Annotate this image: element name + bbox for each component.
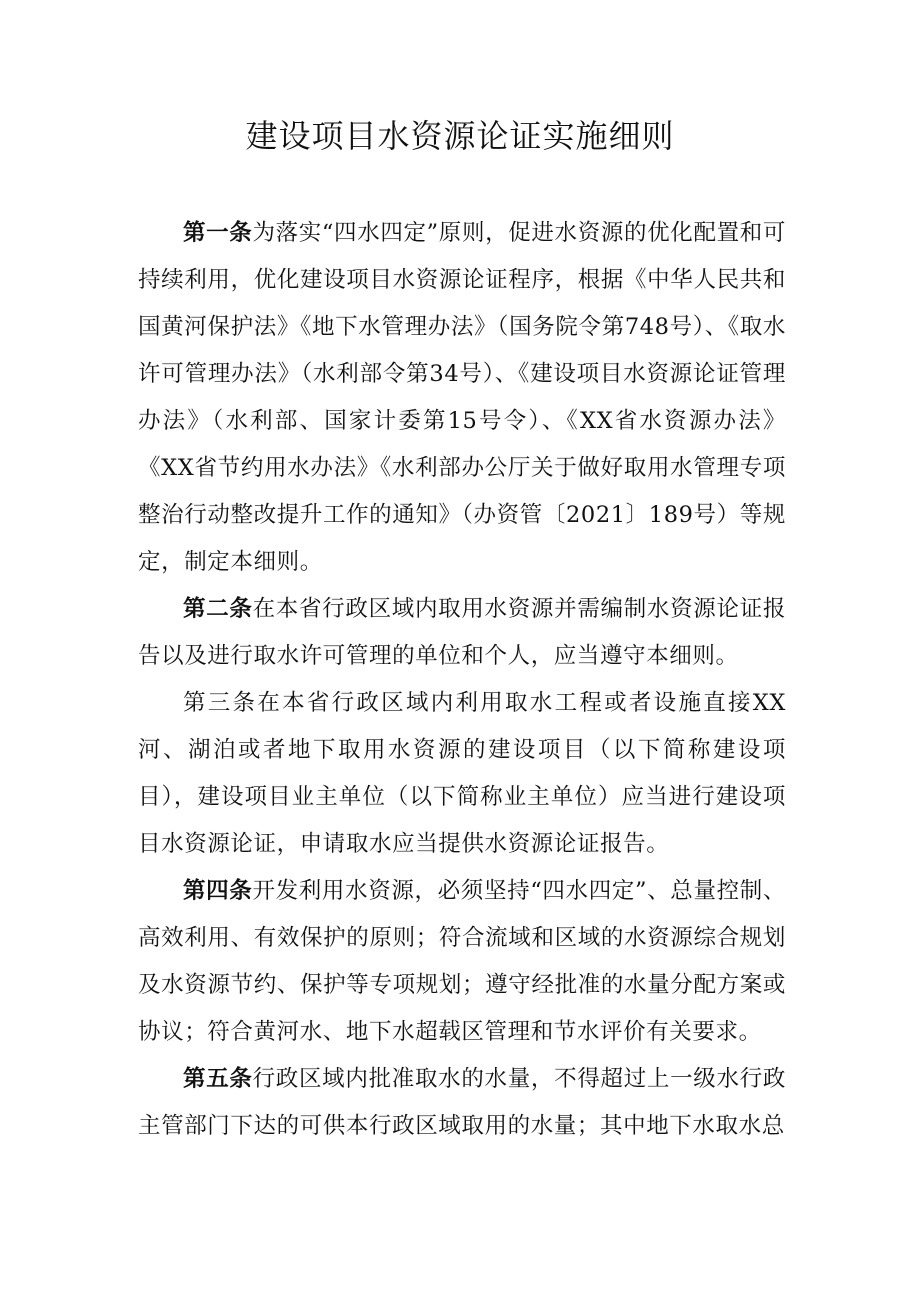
article-1-label: 第一条: [183, 220, 253, 246]
document-title: 建设项目水资源论证实施细则: [245, 117, 675, 155]
article-1: [138, 210, 786, 586]
article-5-label: 第五条: [183, 1066, 253, 1092]
article-5: [138, 1056, 786, 1150]
article-1-text: 为落实“四水四定”原则，促进水资源的优化配置和可持续利用，优化建设项目水资源论证程序，根据《中华人民共和国黄河保护法》《地下水管理办法》（国务院令第748号）、《取水许可管理办法》（水利部令第34号）、《建设项目水资源论证管理办法》（水利部、国家计委第15号令）、《XX省水资源办法》《XX省节约用水办法》《水利部办公厅关于做好取用水管理专项整治行动整改提升工作的通知》（办资管〔2021〕189号）等规定，制定本细则。: [138, 220, 786, 575]
article-4-text: 开发利用水资源，必须坚持“四水四定”、总量控制、高效利用、有效保护的原则；符合流域和区域的水资源综合规划及水资源节约、保护等专项规划；遵守经批准的水量分配方案或协议；符合黄河水、地下水超载区管理和节水评价有关要求。: [138, 878, 786, 1045]
article-3-label: 第三条: [183, 690, 258, 716]
article-3-text: 在本省行政区域内利用取水工程或者设施直接XX河、湖泊或者地下取用水资源的建设项目（以下简称建设项目），建设项目业主单位（以下简称业主单位）应当进行建设项目水资源论证，申请取水应当提供水资源论证报告。: [138, 690, 786, 857]
article-5-text: 行政区域内批准取水的水量，不得超过上一级水行政主管部门下达的可供本行政区域取用的水量；其中地下水取水总: [138, 1066, 786, 1139]
article-4: [138, 868, 786, 1056]
article-2: [138, 586, 786, 680]
article-2-label: 第二条: [183, 596, 253, 622]
article-4-label: 第四条: [183, 878, 253, 904]
article-2-text: 在本省行政区域内取用水资源并需编制水资源论证报告以及进行取水许可管理的单位和个人，应当遵守本细则。: [138, 596, 786, 669]
article-3: [138, 680, 786, 868]
document-body: [138, 210, 786, 1150]
